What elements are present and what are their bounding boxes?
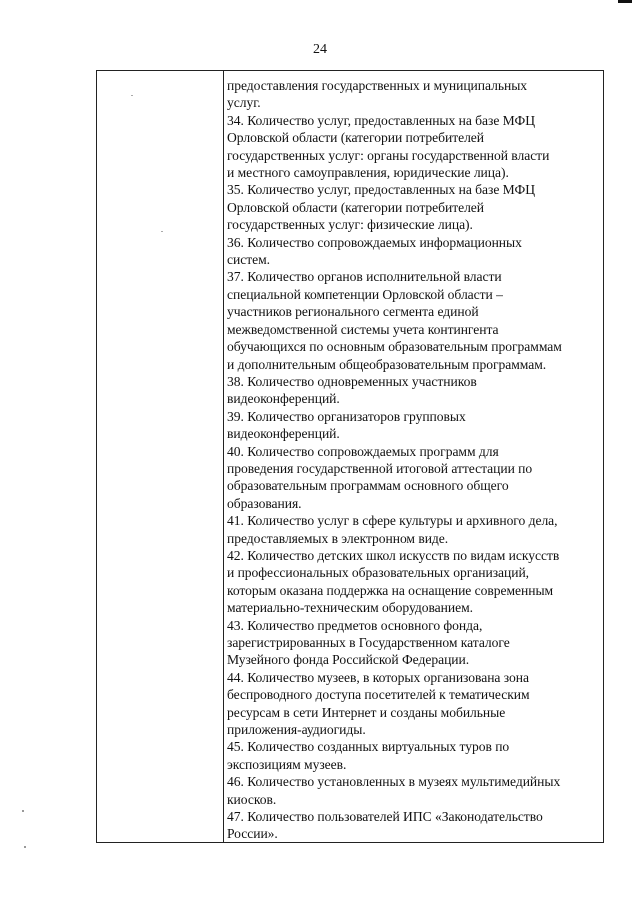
- text-line: киосков.: [227, 791, 277, 807]
- text-line: видеоконференций.: [227, 391, 340, 407]
- page-number: 24: [313, 42, 327, 57]
- scan-speck: [161, 231, 163, 232]
- text-line: и местного самоуправления, юридические лица).: [227, 165, 509, 181]
- scan-corner-mark: [618, 0, 632, 3]
- text-line: образовательным программам основного общего: [227, 478, 509, 494]
- text-line: которым оказана поддержка на оснащение современным: [227, 582, 554, 598]
- text-line: и дополнительным общеобразовательным программам.: [227, 356, 547, 372]
- text-line: 43. Количество предметов основного фонда,: [227, 617, 483, 633]
- text-line: 37. Количество органов исполнительной власти: [227, 269, 502, 285]
- text-line: приложения-аудиогиды.: [227, 722, 366, 738]
- text-line: России».: [227, 826, 278, 842]
- text-line: зарегистрированных в Государственном каталоге: [227, 635, 510, 650]
- text-line: ресурсам в сети Интернет и созданы мобильные: [227, 704, 506, 720]
- text-line: проведения государственной итоговой аттестации по: [227, 460, 533, 476]
- indicator-list-cell: [227, 77, 603, 843]
- text-line: 47. Количество пользователей ИПС «Законодательство: [227, 809, 543, 825]
- text-line: 34. Количество услуг, предоставленных на базе МФЦ: [227, 112, 535, 128]
- text-line: систем.: [227, 252, 270, 268]
- text-line: 44. Количество музеев, в которых организована зона: [227, 669, 529, 685]
- text-line: 46. Количество установленных в музеях мультимедийных: [227, 774, 561, 790]
- text-line: 38. Количество одновременных участников: [227, 373, 477, 389]
- text-line: специальной компетенции Орловской области –: [227, 286, 503, 302]
- text-line: 36. Количество сопровождаемых информационных: [227, 234, 522, 250]
- text-line: беспроводного доступа посетителей к тематическим: [227, 687, 530, 703]
- text-line: обучающихся по основным образовательным программам: [227, 339, 562, 355]
- text-line: 41. Количество услуг в сфере культуры и архивного дела,: [227, 513, 558, 529]
- text-line: услуг.: [227, 95, 261, 111]
- text-line: 39. Количество организаторов групповых: [227, 408, 466, 424]
- text-line: 40. Количество сопровождаемых программ для: [227, 443, 499, 459]
- text-line: 42. Количество детских школ искусств по видам искусств: [227, 547, 560, 563]
- text-line: участников регионального сегмента единой: [227, 304, 479, 320]
- left-column-cell: [97, 71, 223, 842]
- column-divider: [223, 71, 224, 842]
- content-table: [96, 70, 604, 843]
- text-line: Орловской области (категории потребителей: [227, 130, 485, 146]
- text-line: 45. Количество созданных виртуальных туров по: [227, 739, 510, 755]
- text-line: видеоконференций.: [227, 426, 340, 442]
- scan-speck: [24, 846, 26, 848]
- text-line: предоставления государственных и муниципальных: [227, 78, 528, 93]
- text-line: экспозициям музеев.: [227, 756, 347, 772]
- text-line: и профессиональных образовательных организаций,: [227, 565, 530, 581]
- text-line: Музейного фонда Российской Федерации.: [227, 652, 470, 668]
- text-line: образования.: [227, 495, 302, 511]
- text-line: Орловской области (категории потребителей: [227, 199, 485, 215]
- text-line: предоставляемых в электронном виде.: [227, 530, 449, 546]
- text-line: государственных услуг: органы государственной власти: [227, 147, 550, 163]
- text-line: межведомственной системы учета контингента: [227, 321, 499, 337]
- scan-speck: [22, 810, 24, 812]
- text-line: материально-техническим оборудованием.: [227, 600, 473, 616]
- scan-speck: [131, 95, 133, 96]
- text-line: государственных услуг: физические лица).: [227, 217, 473, 233]
- text-line: 35. Количество услуг, предоставленных на базе МФЦ: [227, 182, 535, 198]
